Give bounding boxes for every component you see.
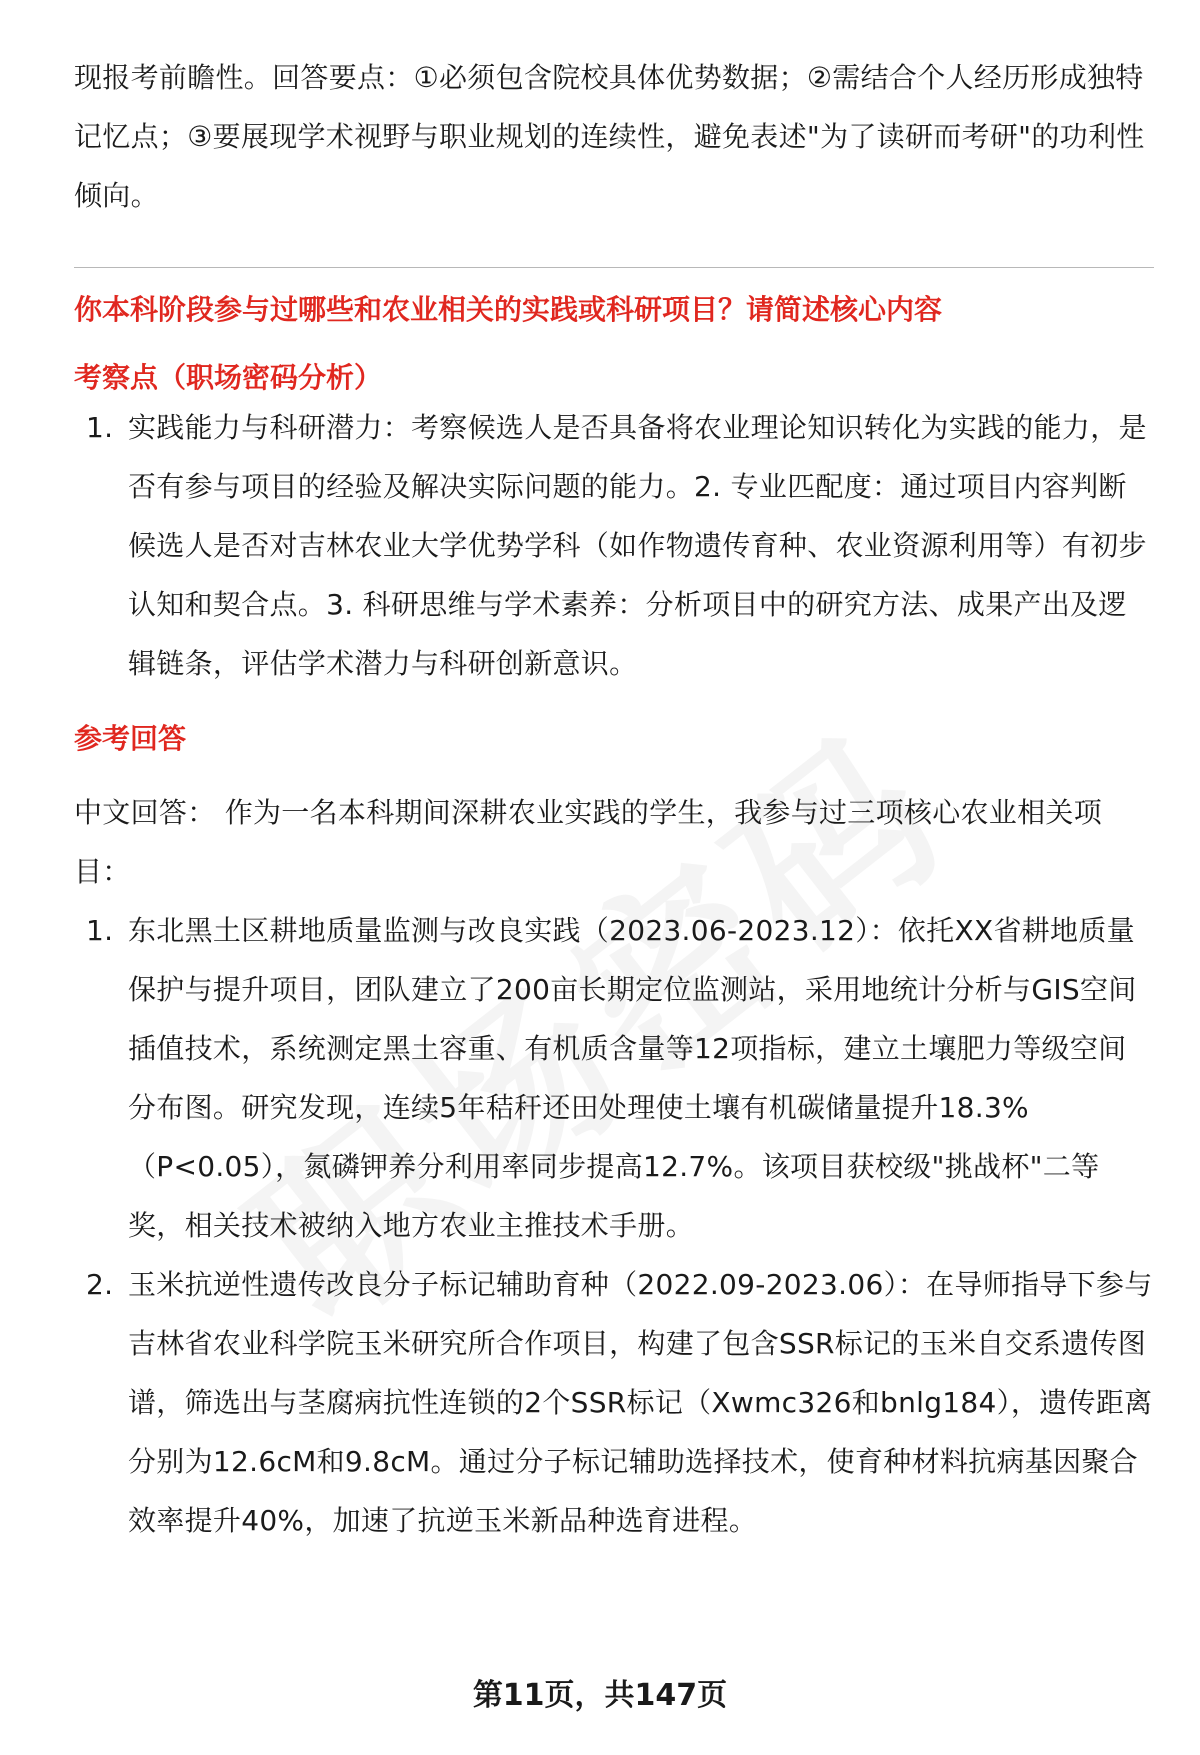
projects-list [74,901,1154,1550]
list-item-text: 东北黑土区耕地质量监测与改良实践（2023.06-2023.12）：依托XX省耕地质量保护与提升项目，团队建立了200亩长期定位监测站，采用地统计分析与GIS空间插值技术，系统测定黑土容重、有机质含量等12项指标，建立土壤肥力等级空间分布图。研究发现，连续5年秸秆还田处理使土壤有机碳储量提升18.3%（P<0.05），氮磷钾养分利用率同步提高12.7%。该项目获校级"挑战杯"二等奖，相关技术被纳入地方农业主推技术手册。 [128,914,1137,1242]
section-divider [74,267,1154,268]
list-item-text: 实践能力与科研潜力：考察候选人是否具备将农业理论知识转化为实践的能力，是否有参与项目的经验及解决实际问题的能力。2. 专业匹配度：通过项目内容判断候选人是否对吉林农业大学优势学科（如作物遗传育种、农业资源利用等）有初步认知和契合点。3. 科研思维与学术素养：分析项目中的研究方法、成果产出及逻辑链条，评估学术潜力与科研创新意识。 [128,411,1147,680]
list-item-number: 1. [86,914,114,947]
exam-points-list [74,398,1154,693]
list-item [74,901,1154,1255]
exam-points-heading: 考察点（职场密码分析） [74,361,383,394]
list-item [74,398,1154,693]
list-item-number: 1. [86,411,114,444]
list-item [74,1255,1154,1550]
answer-intro: 中文回答： 作为一名本科期间深耕农业实践的学生，我参与过三项核心农业相关项目： [74,796,1103,888]
page-content [74,48,1154,1550]
list-item-text: 玉米抗逆性遗传改良分子标记辅助育种（2022.09-2023.06）：在导师指导下参与吉林省农业科学院玉米研究所合作项目，构建了包含SSR标记的玉米自交系遗传图谱，筛选出与茎腐病抗性连锁的2个SSR标记（Xwmc326和bnlg184），遗传距离分别为12.6cM和9.8cM。通过分子标记辅助选择技术，使育种材料抗病基因聚合效率提升40%，加速了抗逆玉米新品种选育进程。 [128,1268,1153,1537]
question-heading: 你本科阶段参与过哪些和农业相关的实践或科研项目？请简述核心内容 [74,293,943,326]
reference-answer-heading: 参考回答 [74,722,187,755]
top-paragraph: 现报考前瞻性。回答要点：①必须包含院校具体优势数据；②需结合个人经历形成独特记忆点；③要展现学术视野与职业规划的连续性，避免表述"为了读研而考研"的功利性倾向。 [74,61,1145,212]
page-number-footer: 第11页，共147页 [472,1678,728,1713]
list-item-number: 2. [86,1268,114,1301]
